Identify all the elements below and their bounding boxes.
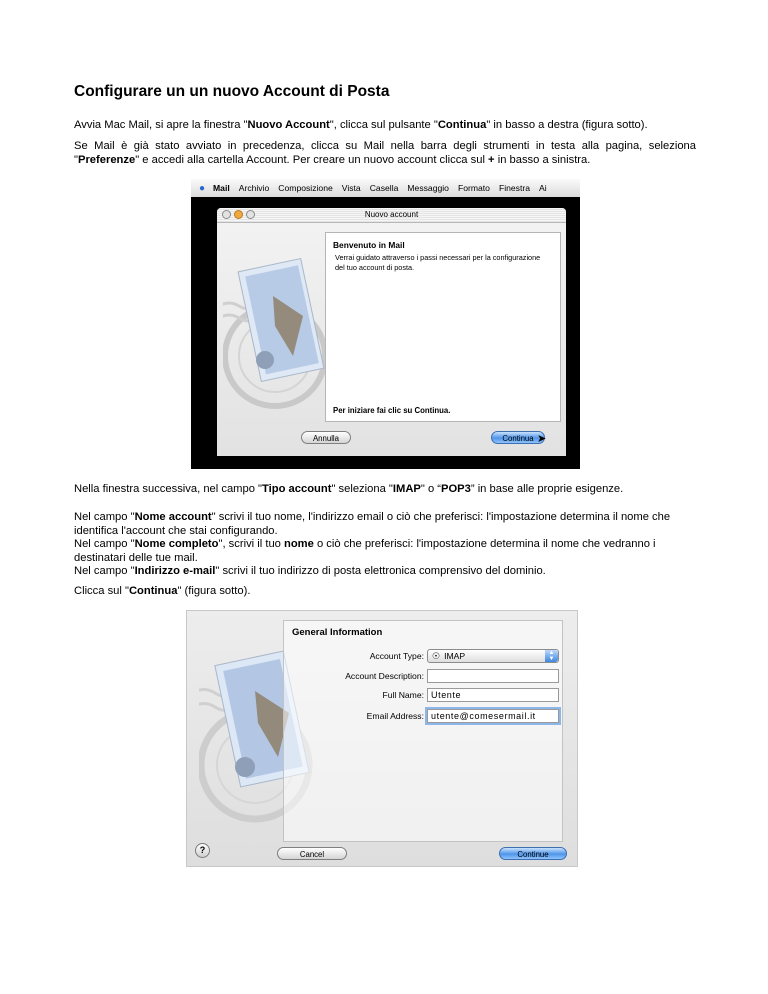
bold-text: Nuovo Account [247,119,330,131]
account-type-paragraph [74,483,696,497]
bold-text: Nome account [134,511,212,523]
bold-text: nome [284,538,314,550]
bold-text: IMAP [392,483,421,495]
text: Nel campo " [74,511,135,523]
account-type-value: IMAP [444,651,466,661]
welcome-panel [325,232,561,422]
pointer-cursor-icon: ➤ [537,433,547,445]
menu-item-formato[interactable]: Formato [457,183,490,193]
text: " (figura sotto). [177,585,251,597]
menu-bar [191,179,580,197]
help-button[interactable]: ? [195,843,210,858]
text: " scrivi il tuo indirizzo di posta elettronica comprensivo del dominio. [215,565,546,577]
account-name-instruction [74,511,696,538]
cancel-button[interactable]: Cancel [277,847,347,860]
menu-item-archivio[interactable]: Archivio [238,183,270,193]
text: ” in base alle proprie esigenze. [470,483,624,495]
welcome-title: Benvenuto in Mail [333,240,405,250]
text: Nel campo " [74,565,135,577]
menu-item-casella[interactable]: Casella [369,183,399,193]
continue-button[interactable]: Continue [499,847,567,860]
email-address-input[interactable]: utente@comesermail.it [427,709,559,723]
bold-text: Preferenze [77,153,136,166]
window-title: Nuovo account [364,210,419,219]
text: ", scrivi il tuo [218,538,284,550]
bold-text: Tipo account [262,483,332,495]
bold-text: Continua [437,119,487,131]
zoom-icon[interactable] [246,210,255,219]
full-name-input[interactable]: Utente [427,688,559,702]
welcome-text: Verrai guidato attraverso i passi necessari per la configurazione del tuo account di posta. [335,253,541,272]
full-name-label: Full Name: [382,690,424,700]
updown-arrows-icon: ▲ ▼ [545,650,558,662]
text: Nella finestra successiva, nel campo " [74,483,263,495]
account-description-label: Account Description: [345,671,424,681]
text: Avvia Mac Mail, si apre la finestra " [74,119,248,131]
continue-paragraph [74,585,696,599]
close-icon[interactable] [222,210,231,219]
menu-item-vista[interactable]: Vista [341,183,361,193]
text: " seleziona " [331,483,393,495]
apple-icon[interactable]: ● [198,182,206,194]
menu-item-aiuto[interactable]: Ai [539,183,547,193]
welcome-footer: Per iniziare fai clic su Continua. [333,406,451,415]
menu-item-mail[interactable]: Mail [213,183,230,193]
page-title: Configurare un un nuovo Account di Posta [74,83,390,100]
bold-text: Continua [128,585,178,597]
new-account-window [217,208,566,456]
email-instruction [74,565,696,579]
account-description-input[interactable] [427,669,559,683]
text: " e accedi alla cartella Account. Per creare un nuovo account clicca sul [135,153,489,166]
text: Nel campo " [74,538,135,550]
text: Se Mail è già stato avviato in precedenza, clicca su Mail nella barra degli strumenti in testa alla pagina, seleziona " [74,140,696,166]
fields-paragraph [74,511,696,579]
text: ", clicca sul pulsante " [329,119,438,131]
screenshot-general-information [186,610,578,867]
menu-item-messaggio[interactable]: Messaggio [407,183,449,193]
account-type-select[interactable] [427,649,559,663]
text: " in basso a destra (figura sotto). [486,119,648,131]
bold-text: POP3 [441,483,471,495]
cancel-button[interactable]: Annulla [301,431,351,444]
bold-text: Indirizzo e-mail [134,565,216,577]
section-title: General Information [292,627,383,638]
intro-paragraph [74,119,696,133]
general-information-panel [283,620,563,842]
continue-button[interactable]: Continua [491,431,545,444]
account-type-label: Account Type: [369,651,424,661]
bold-text: Nome completo [134,538,219,550]
screenshot-new-account [191,179,580,469]
minimize-icon[interactable] [234,210,243,219]
text: in basso a sinistra. [494,153,591,166]
menu-item-finestra[interactable]: Finestra [498,183,530,193]
bold-text: + [488,153,495,166]
email-address-label: Email Address: [366,711,424,721]
full-name-instruction [74,538,696,565]
preferences-paragraph [74,140,696,167]
text: Clicca sul " [74,585,129,597]
text: o ciò che preferisci: l'impostazione determina il nome che vedranno i destinatari delle tue mail. [74,538,656,564]
text: " scrivi il tuo nome, l'indirizzo email o ciò che preferisci: l'impostazione determina il nome che identifica l'account che stai configurando. [74,511,671,537]
menu-item-composizione[interactable]: Composizione [278,183,333,193]
text: " o “ [420,483,441,495]
globe-icon: ☉ [432,651,441,661]
window-titlebar [217,208,566,223]
